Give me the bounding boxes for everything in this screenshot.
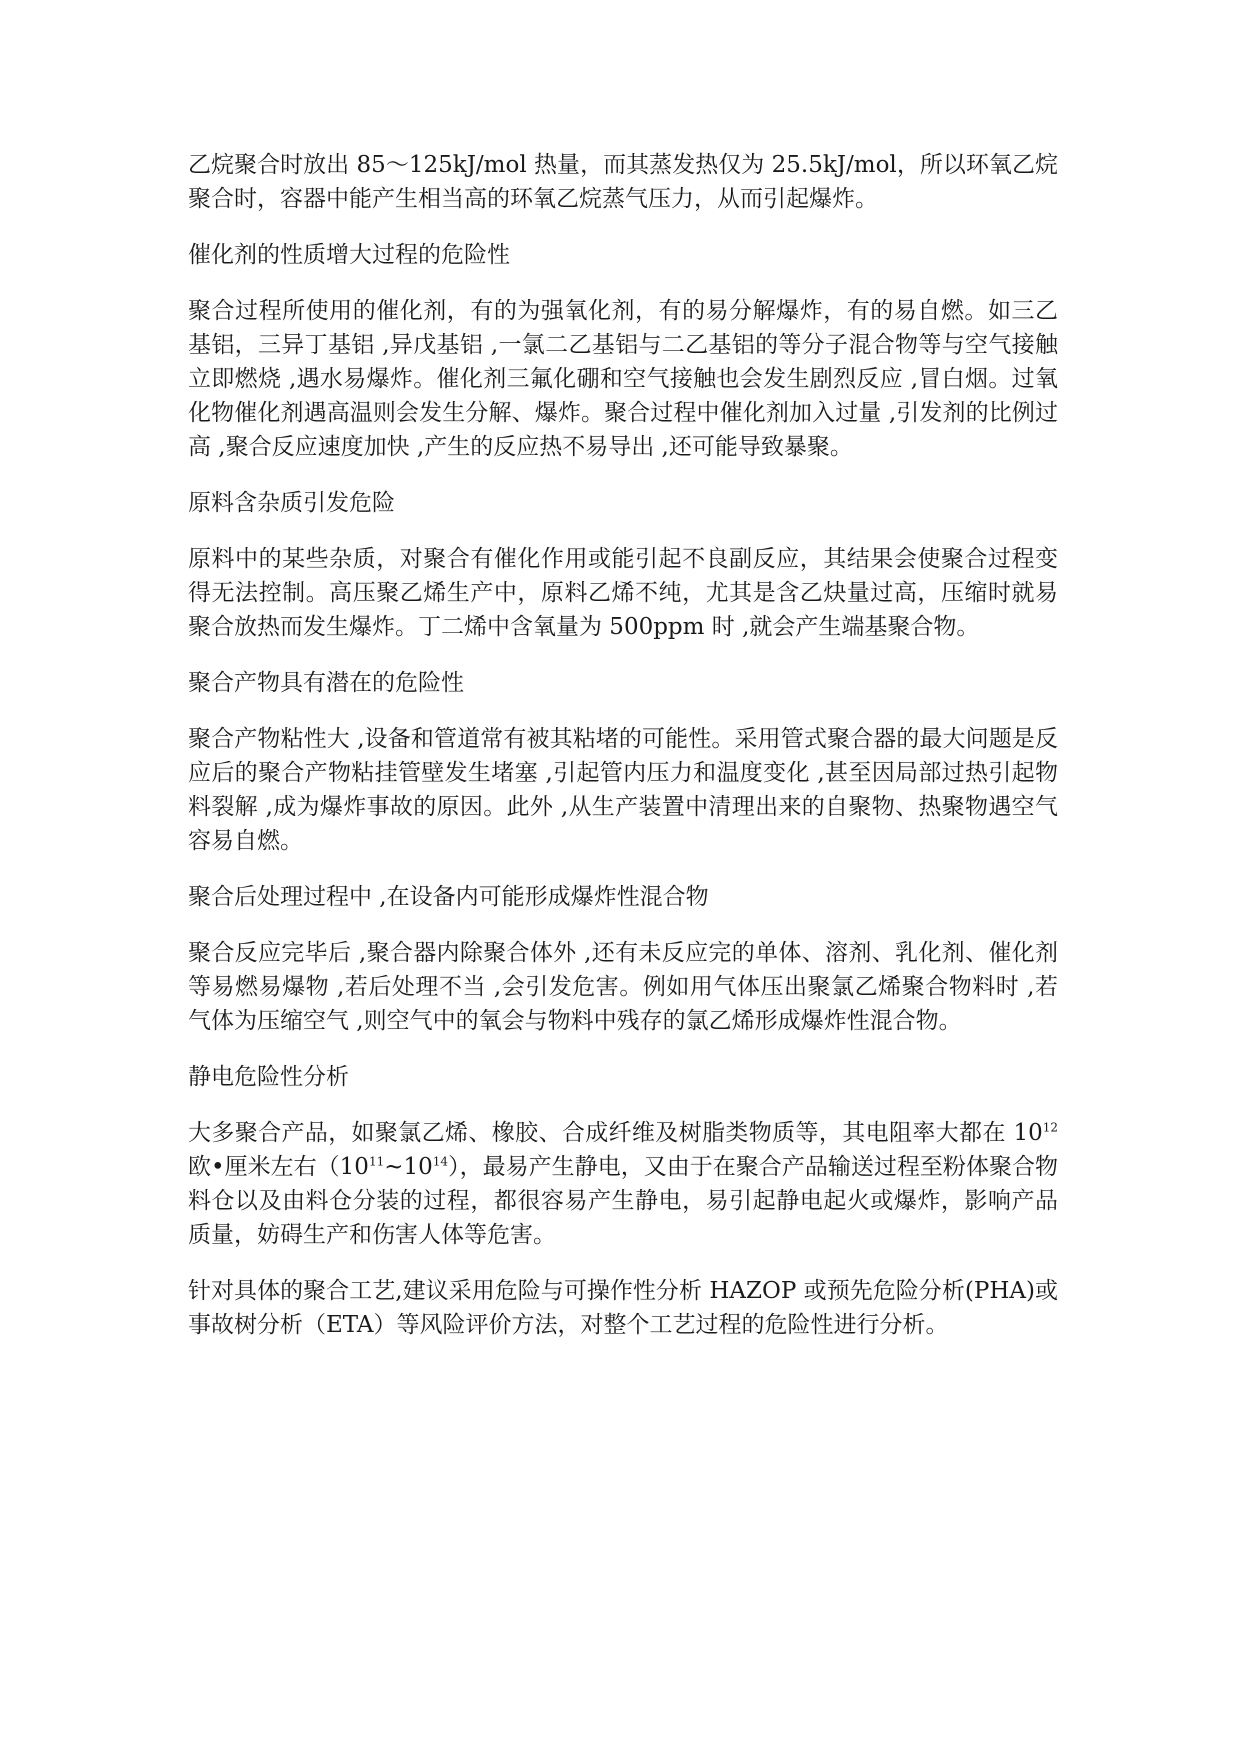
superscript-12: 12: [1042, 1120, 1058, 1135]
paragraph-ethylene-oxide: 乙烷聚合时放出 85～125kJ/mol 热量，而其蒸发热仅为 25.5kJ/mol，所以环氧乙烷聚合时，容器中能产生相当高的环氧乙烷蒸气压力，从而引起爆炸。: [188, 152, 1058, 212]
superscript-11: 11: [368, 1154, 385, 1169]
paragraph-post-processing: 聚合反应完毕后 ,聚合器内除聚合体外 ,还有未反应完的单体、溶剂、乳化剂、催化剂等易燃易爆物 ,若后处理不当 ,会引发危害。例如用气体压出聚氯乙烯聚合物料时 ,若气体为压缩空气 ,则空气中的氧会与物料中残存的氯乙烯形成爆炸性混合物。: [188, 940, 1058, 1034]
superscript-14: 14: [432, 1154, 449, 1169]
static-text-d: ），最易产生静电，又由于在聚合产品输送过程至粉体聚合物料仓以及由料仓分装的过程，都很容易产生静电，易引起静电起火或爆炸，影响产品质量，妨碍生产和伤害人体等危害。: [188, 1154, 1058, 1248]
paragraph-recommendation: 针对具体的聚合工艺,建议采用危险与可操作性分析 HAZOP 或预先危险分析(PHA)或事故树分析（ETA）等风险评价方法，对整个工艺过程的危险性进行分析。: [188, 1278, 1058, 1338]
paragraph-impurities: 原料中的某些杂质，对聚合有催化作用或能引起不良副反应，其结果会使聚合过程变得无法控制。高压聚乙烯生产中，原料乙烯不纯，尤其是含乙炔量过高，压缩时就易聚合放热而发生爆炸。丁二烯中含氧量为 500ppm 时 ,就会产生端基聚合物。: [188, 546, 1058, 640]
paragraph-static-electricity: [188, 1116, 1058, 1252]
static-text-a: 大多聚合产品，如聚氯乙烯、橡胶、合成纤维及树脂类物质等，其电阻率大都在 10: [188, 1120, 1043, 1146]
paragraph-polymer-product: 聚合产物粘性大 ,设备和管道常有被其粘堵的可能性。采用管式聚合器的最大问题是反应后的聚合产物粘挂管壁发生堵塞 ,引起管内压力和温度变化 ,甚至因局部过热引起物料裂解 ,成为爆炸事故的原因。此外 ,从生产装置中清理出来的自聚物、热聚物遇空气容易自燃。: [188, 726, 1058, 854]
heading-polymer-product: 聚合产物具有潜在的危险性: [188, 670, 464, 696]
heading-static-electricity: 静电危险性分析: [188, 1064, 349, 1090]
heading-post-processing: 聚合后处理过程中 ,在设备内可能形成爆炸性混合物: [188, 884, 709, 910]
paragraph-catalyst: 聚合过程所使用的催化剂，有的为强氧化剂，有的易分解爆炸，有的易自燃。如三乙基铝，三异丁基铝 ,异戊基铝 ,一氯二乙基铝与二乙基铝的等分子混合物等与空气接触立即燃烧 ,遇水易爆炸。催化剂三氟化硼和空气接触也会发生剧烈反应 ,冒白烟。过氧化物催化剂遇高温则会发生分解、爆炸。聚合过程中催化剂加入过量 ,引发剂的比例过高 ,聚合反应速度加快 ,产生的反应热不易导出 ,还可能导致暴聚。: [188, 298, 1058, 460]
heading-catalyst: 催化剂的性质增大过程的危险性: [188, 242, 510, 268]
document-page: [188, 148, 1058, 1364]
static-text-b: 欧•厘米左右（10: [188, 1154, 369, 1180]
heading-impurities: 原料含杂质引发危险: [188, 490, 395, 516]
static-text-c: ~10: [384, 1154, 433, 1180]
